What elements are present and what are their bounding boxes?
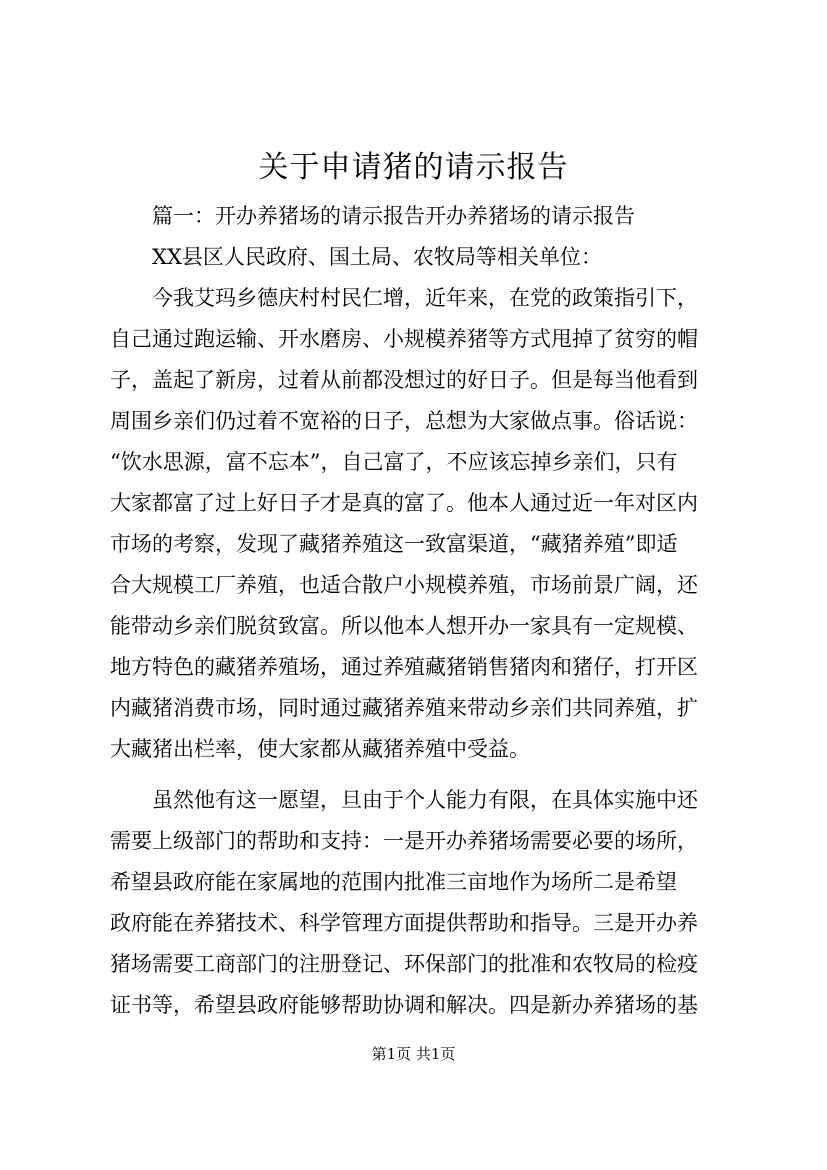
- paragraph-line: 政府能在养猪技术、科学管理方面提供帮助和指导。三是开办养: [110, 911, 698, 935]
- paragraph-line: 子，盖起了新房，过着从前都没想过的好日子。但是每当他看到: [110, 368, 698, 392]
- paragraph-line: 自己通过跑运输、开水磨房、小规模养猪等方式甩掉了贫穷的帽: [110, 327, 698, 351]
- paragraph-spacer: [110, 770, 742, 780]
- paragraph-line: 大家都富了过上好日子才是真的富了。他本人通过近一年对区内: [110, 491, 698, 515]
- paragraph-line: 需要上级部门的帮助和支持：一是开办养猪场需要必要的场所，: [110, 829, 698, 853]
- subtitle-line: 篇一：开办养猪场的请示报告开办养猪场的请示报告: [152, 204, 635, 228]
- document-body: [110, 196, 742, 1026]
- paragraph-line: 今我艾玛乡德庆村村民仁增，近年来，在党的政策指引下，: [152, 286, 698, 310]
- paragraph-line: 虽然他有这一愿望，旦由于个人能力有限，在具体实施中还: [152, 788, 698, 812]
- paragraph-line: 证书等，希望县政府能够帮助协调和解决。四是新办养猪场的基: [110, 993, 698, 1017]
- paragraph-line: “饮水思源，富不忘本”，自己富了，不应该忘掉乡亲们，只有: [110, 450, 678, 474]
- page-footer: 第1页 共1页: [371, 1045, 456, 1063]
- paragraph-line: 大藏猪出栏率，使大家都从藏猪养殖中受益。: [110, 737, 530, 761]
- paragraph-line: 市场的考察，发现了藏猪养殖这一致富渠道，“藏猪养殖”即适: [110, 532, 678, 556]
- paragraph-line: 周围乡亲们仍过着不宽裕的日子，总想为大家做点事。俗话说：: [110, 409, 698, 433]
- paragraph-line: 猪场需要工商部门的注册登记、环保部门的批准和农牧局的检疫: [110, 952, 698, 976]
- paragraph-line: 能带动乡亲们脱贫致富。所以他本人想开办一家具有一定规模、: [110, 614, 698, 638]
- paragraph-line: 内藏猪消费市场，同时通过藏猪养殖来带动乡亲们共同养殖，扩: [110, 696, 698, 720]
- salutation-line: XX县区人民政府、国土局、农牧局等相关单位：: [152, 245, 602, 269]
- document-title: 关于申请猪的请示报告: [258, 150, 569, 185]
- paragraph-line: 地方特色的藏猪养殖场，通过养殖藏猪销售猪肉和猪仔，打开区: [110, 655, 698, 679]
- paragraph-line: 合大规模工厂养殖，也适合散户小规模养殖，市场前景广阔，还: [110, 573, 698, 597]
- paragraph-line: 希望县政府能在家属地的范围内批准三亩地作为场所二是希望: [110, 870, 677, 894]
